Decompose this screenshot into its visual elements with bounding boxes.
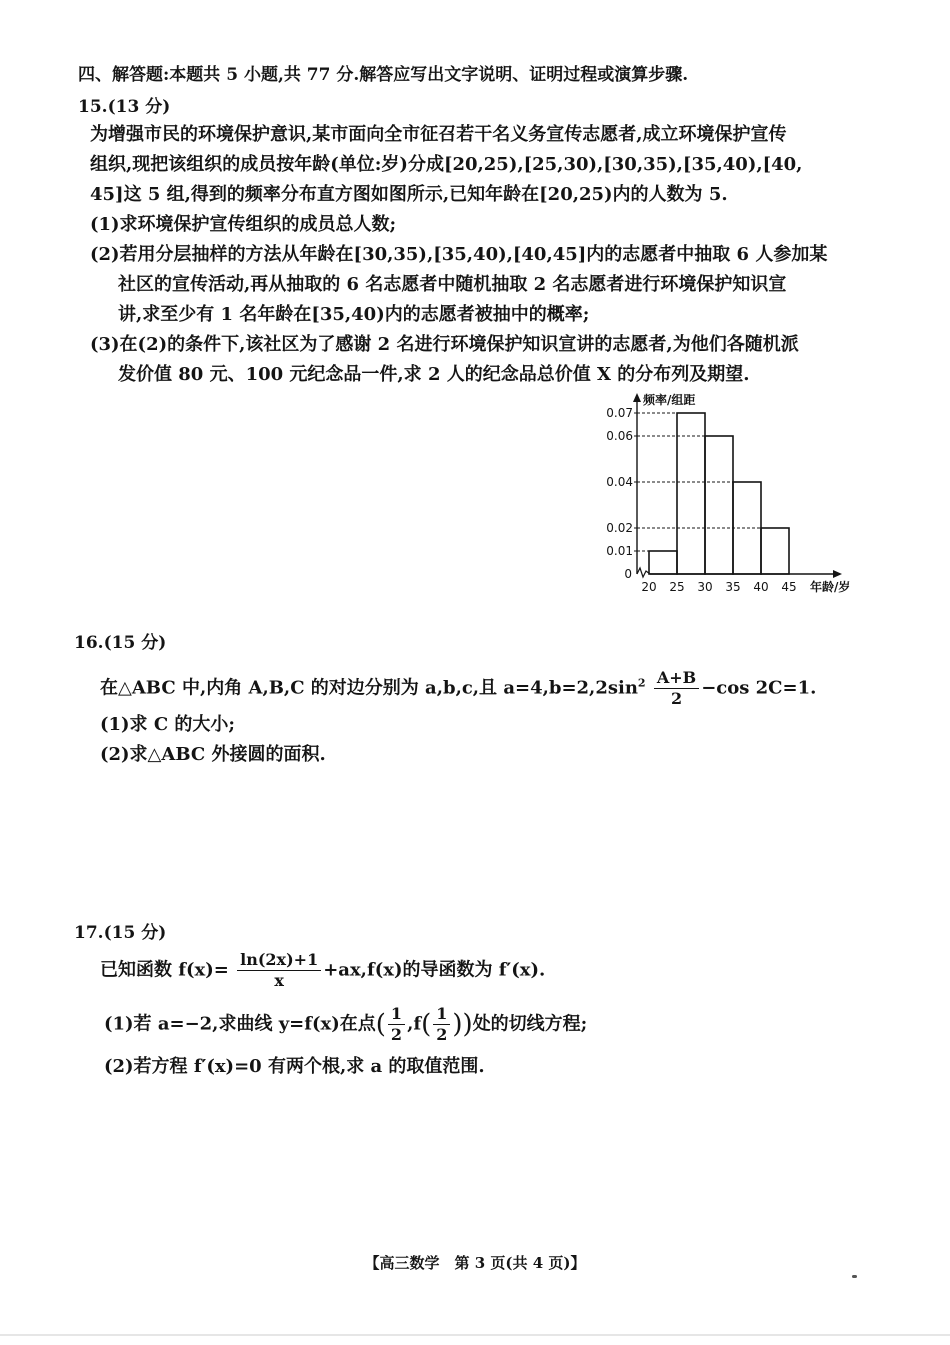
q15-body xyxy=(90,120,860,390)
q17-fraction xyxy=(237,950,321,991)
q16-part1: (1)求 C 的大小; xyxy=(100,714,236,735)
y-tick-label: 0.02 xyxy=(606,521,633,535)
q17-part1-text: (1)若 a=−2,求曲线 y=f(x)在点 xyxy=(104,1013,376,1035)
x-tick-label: 25 xyxy=(669,580,685,594)
x-tick-label: 20 xyxy=(641,580,657,594)
paren-close: ) xyxy=(462,1009,473,1040)
half-num-2: 1 xyxy=(433,1004,450,1025)
histogram-bar xyxy=(649,551,677,574)
scan-edge xyxy=(0,1334,950,1336)
half-den-2: 2 xyxy=(436,1025,448,1044)
q16-part2: (2)求△ABC 外接圆的面积. xyxy=(100,744,326,765)
q17-half-fraction-2 xyxy=(433,1004,450,1045)
q16-sup: 2 xyxy=(637,676,646,690)
q15-part2-line: 社区的宣传活动,再从抽取的 6 名志愿者中随机抽取 2 名志愿者进行环境保护知识宣 xyxy=(118,274,787,295)
x-tick-label: 40 xyxy=(753,580,769,594)
histogram-bar xyxy=(705,436,733,574)
q17-part1 xyxy=(104,1004,587,1045)
q16-frac-num: A+B xyxy=(654,668,699,689)
half-num: 1 xyxy=(388,1004,405,1025)
y-tick-label: 0.07 xyxy=(606,406,633,420)
q15-stem-line: 45]这 5 组,得到的频率分布直方图如图所示,已知年龄在[20,25)内的人数为 5. xyxy=(90,184,728,205)
frequency-histogram xyxy=(590,388,880,603)
q17-part2: (2)若方程 f′(x)=0 有两个根,求 a 的取值范围. xyxy=(104,1056,485,1077)
q17-stem-tail: +ax,f(x)的导函数为 f′(x). xyxy=(323,959,546,981)
histogram-bar xyxy=(677,413,705,574)
paren-open-inner: ( xyxy=(421,1009,432,1040)
q16-frac-den: 2 xyxy=(670,689,683,708)
q17-frac-den: x xyxy=(274,971,284,990)
x-tick-label: 30 xyxy=(697,580,713,594)
q16-number: 16.(15 分) xyxy=(74,633,167,653)
q16-stem-tail: −cos 2C=1. xyxy=(701,677,817,699)
q16-fraction xyxy=(654,668,699,709)
q17-number: 17.(15 分) xyxy=(74,923,167,943)
histogram-bar xyxy=(761,528,789,574)
q15-part3-line: (3)在(2)的条件下,该社区为了感谢 2 名进行环境保护知识宣讲的志愿者,为他们各随机派 xyxy=(90,334,799,355)
q17-half-fraction xyxy=(388,1004,405,1045)
q17-stem xyxy=(100,950,545,991)
y-axis-label: 频率/组距 xyxy=(643,393,696,407)
y-tick-label: 0.04 xyxy=(606,475,633,489)
q15-number: 15.(13 分) xyxy=(78,97,171,117)
q15-part3-line: 发价值 80 元、100 元纪念品一件,求 2 人的纪念品总价值 X 的分布列及期望. xyxy=(118,364,750,385)
x-axis-label: 年龄/岁 xyxy=(810,580,851,594)
q16-stem-text: 在△ABC 中,内角 A,B,C 的对边分别为 a,b,c,且 a=4,b=2,2sin xyxy=(100,677,638,699)
q15-part2-line: (2)若用分层抽样的方法从年龄在[30,35),[35,40),[40,45]内的志愿者中抽取 6 人参加某 xyxy=(90,244,828,265)
q16-stem xyxy=(100,668,816,709)
paren-close-inner: ) xyxy=(452,1009,463,1040)
q17-frac-num: ln(2x)+1 xyxy=(237,950,321,971)
scan-speck xyxy=(852,1275,857,1278)
q15-stem-line: 为增强市民的环境保护意识,某市面向全市征召若干名义务宣传志愿者,成立环境保护宣传 xyxy=(90,124,787,145)
y-tick-label: 0.01 xyxy=(606,544,633,558)
q17-part1-mid: ,f xyxy=(407,1013,422,1035)
half-den: 2 xyxy=(390,1025,403,1044)
q17-stem-text: 已知函数 f(x)= xyxy=(100,959,229,981)
page-footer: 【高三数学 第 3 页(共 4 页)】 xyxy=(364,1254,586,1272)
q17-part1-end: 处的切线方程; xyxy=(472,1013,588,1035)
x-tick-label: 45 xyxy=(781,580,797,594)
q15-part1: (1)求环境保护宣传组织的成员总人数; xyxy=(90,214,397,235)
origin-label: 0 xyxy=(624,567,632,581)
paren-open: ( xyxy=(375,1009,386,1040)
x-tick-label: 35 xyxy=(725,580,741,594)
y-tick-label: 0.06 xyxy=(606,429,633,443)
q15-stem-line: 组织,现把该组织的成员按年龄(单位:岁)分成[20,25),[25,30),[30,35),[35,40),[40, xyxy=(90,154,803,175)
section-header: 四、解答题:本题共 5 小题,共 77 分.解答应写出文字说明、证明过程或演算步骤. xyxy=(78,65,689,85)
q15-part2-line: 讲,求至少有 1 名年龄在[35,40)内的志愿者被抽中的概率; xyxy=(118,304,590,325)
